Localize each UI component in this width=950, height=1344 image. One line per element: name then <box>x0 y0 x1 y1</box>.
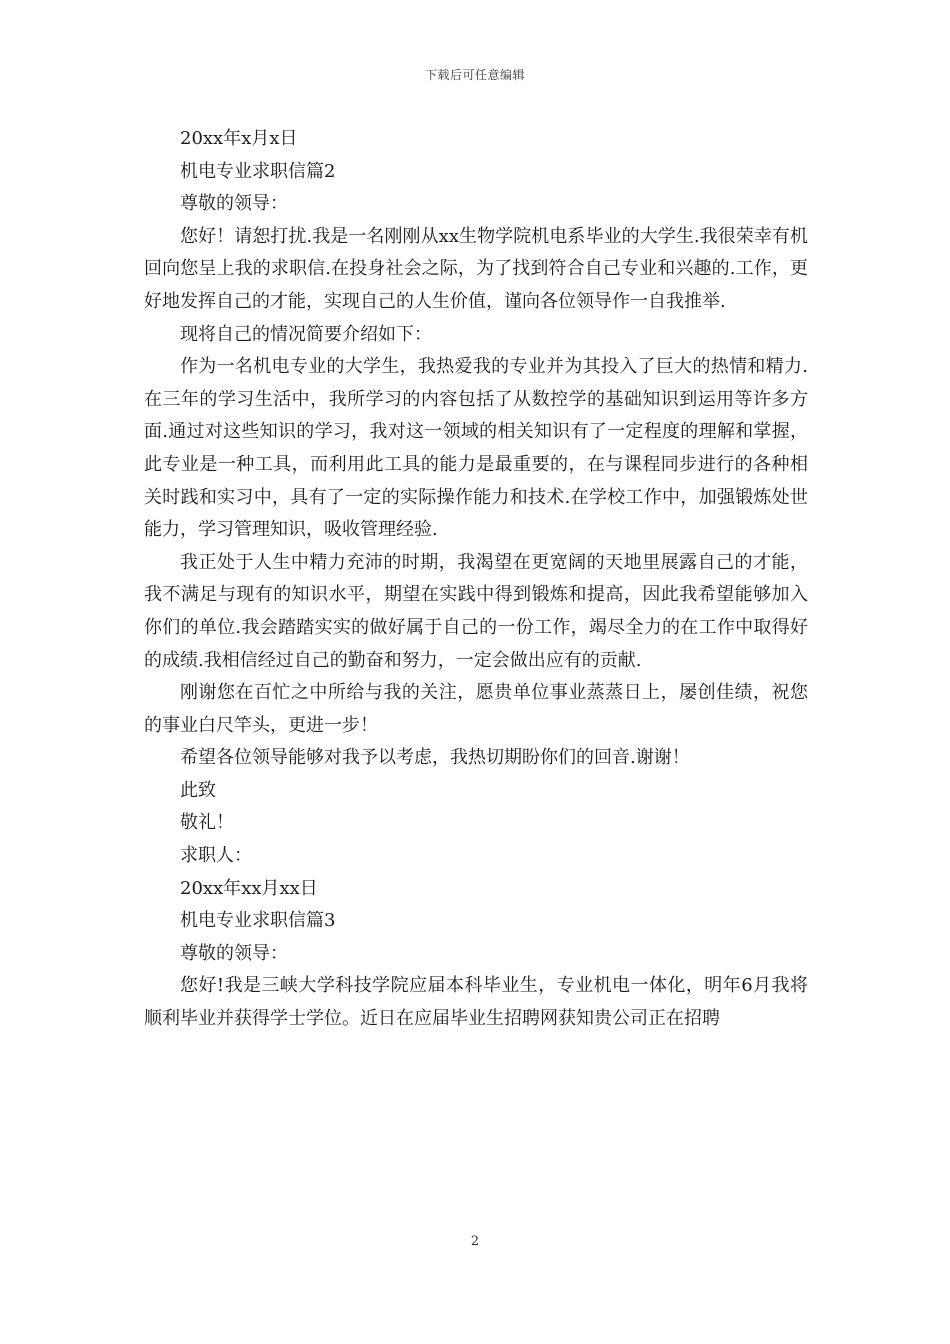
section-title: 机电专业求职信篇3 <box>180 910 336 932</box>
signature-date: 20xx年xx月xx日 <box>180 877 318 899</box>
body-paragraph: 我正处于人生中精力充沛的时期，我渴望在更宽阔的天地里展露自己的才能，我不满足与现有的知识水平，期望在实践中得到锻炼和提高，因此我希望能够加入你们的单位.我会踏踏实实的做好属于自己的一份工作，竭尽全力的在工作中取得好的成绩.我相信经过自己的勤奋和努力，一定会做出应有的贡献. <box>144 551 808 671</box>
page-number: 2 <box>470 1234 480 1249</box>
closing: 敬礼！ <box>180 812 234 834</box>
body-paragraph: 您好!我是三峡大学科技学院应届本科毕业生，专业机电一体化，明年6月我将顺利毕业并获得学士学位。近日在应届毕业生招聘网获知贵公司正在招聘 <box>144 975 808 1030</box>
salutation: 尊敬的领导： <box>180 193 288 215</box>
document-body <box>144 123 808 1036</box>
body-paragraph: 刚谢您在百忙之中所给与我的关注，愿贵单位事业蒸蒸日上，屡创佳绩，祝您的事业白尺竿头，更进一步！ <box>144 682 808 736</box>
section-title: 机电专业求职信篇2 <box>180 160 336 182</box>
letter-date: 20xx年x月x日 <box>180 128 298 149</box>
body-paragraph: 现将自己的情况简要介绍如下： <box>180 323 432 345</box>
salutation: 尊敬的领导： <box>180 942 288 964</box>
closing: 此致 <box>180 779 216 801</box>
body-paragraph: 作为一名机电专业的大学生，我热爱我的专业并为其投入了巨大的热情和精力.在三年的学习生活中，我所学习的内容包括了从数控学的基础知识到运用等许多方面.通过对这些知识的学习，我对这一领域的相关知识有了一定程度的理解和掌握，此专业是一种工具，而利用此工具的能力是最重要的，在与课程同步进行的各种相关时践和实习中，具有了一定的实际操作能力和技术.在学校工作中，加强锻炼处世能力，学习管理知识，吸收管理经验. <box>144 356 808 541</box>
body-paragraph: 您好！请恕打扰.我是一名刚刚从xx生物学院机电系毕业的大学生.我很荣幸有机回向您呈上我的求职信.在投身社会之际，为了找到符合自己专业和兴趣的.工作，更好地发挥自己的才能，实现自己的人生价值，谨向各位领导作一自我推举. <box>144 225 808 312</box>
page-header: 下载后可任意编辑 <box>424 68 525 82</box>
signature-label: 求职人： <box>180 845 252 867</box>
body-paragraph: 希望各位领导能够对我予以考虑，我热切期盼你们的回音.谢谢！ <box>180 747 690 769</box>
